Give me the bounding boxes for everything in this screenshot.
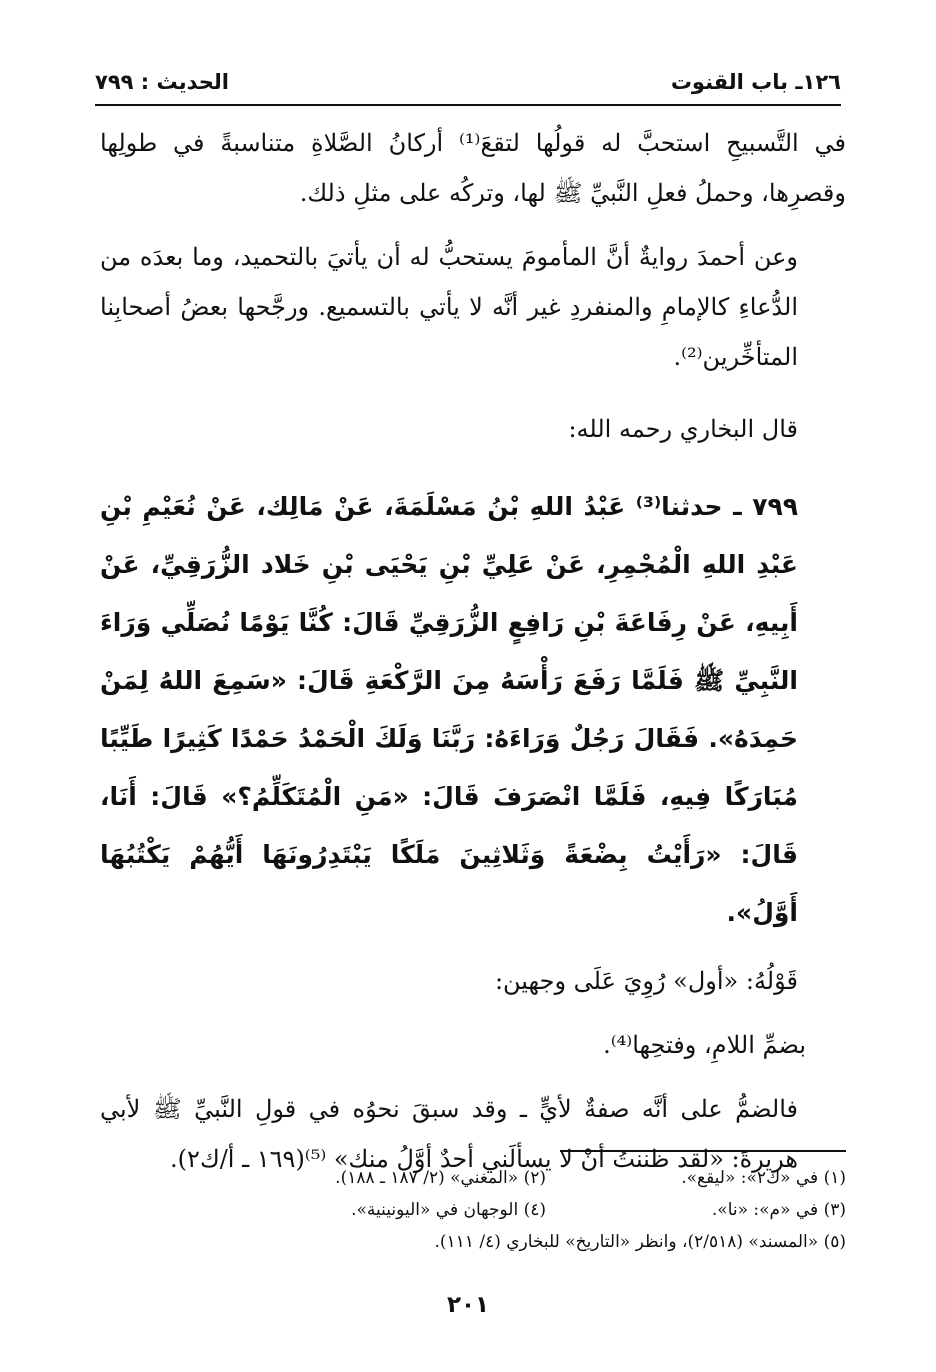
main-text: [100, 118, 846, 1184]
chapter-title: ١٢٦ـ باب القنوت: [670, 70, 841, 94]
hadith-text: ٧٩٩ ـ حدثنا⁽³⁾ عَبْدُ اللهِ بْنُ مَسْلَمَةَ، عَنْ مَالِك، عَنْ نُعَيْمِ بْنِ عَبْدِ اللهِ الْمُجْمِرِ، عَنْ عَلِيِّ بْنِ يَحْيَى بْنِ خَلاد الزُّرَقِيِّ، عَنْ أَبِيهِ، عَنْ رِفَاعَةَ بْنِ رَافِعٍ الزُّرَقِيِّ قَالَ: كُنَّا يَوْمًا نُصَلِّي وَرَاءَ النَّبِيِّ ﷺ فَلَمَّا رَفَعَ رَأْسَهُ مِنَ الرَّكْعَةِ قَالَ: «سَمِعَ اللهُ لِمَنْ حَمِدَهُ». فَقَالَ رَجُلٌ وَرَاءَهُ: رَبَّنَا وَلَكَ الْحَمْدُ حَمْدًا كَثِيرًا طَيِّبًا مُبَارَكًا فِيهِ، فَلَمَّا انْصَرَفَ قَالَ: «مَنِ الْمُتَكَلِّمُ؟» قَالَ: أَنَا، قَالَ: «رَأَيْتُ بِضْعَةً وَثَلاثِينَ مَلَكًا يَبْتَدِرُونَهَا أَيُّهُمْ يَكْتُبُهَا أَوَّلُ».: [100, 492, 798, 927]
paragraph-awwal-note: قَوْلُهُ: «أول» رُوِيَ عَلَى وجهين:: [494, 967, 798, 995]
footnote-5: (٥) «المسند» (٢/٥١٨)، وانظر «التاريخ» للبخاري (٤/ ١١١).: [434, 1232, 846, 1252]
paragraph-bukhari-intro: قال البخاري رحمه الله:: [568, 415, 798, 443]
footnote-2: (٢) «المغني» (٢/ ١٨٧ ـ ١٨٨).: [335, 1168, 546, 1188]
header-divider: [95, 104, 841, 106]
footnote-row: [100, 1194, 846, 1226]
paragraph-ahmad-narration: وعن أحمدَ روايةٌ أنَّ المأمومَ يستحبُّ له أن يأتيَ بالتحميد، وما بعدَه من الدُّعاءِ كالإمامِ والمنفردِ غير أنَّه لا يأتي بالتسميع. ورجَّحها بعضُ أصحابِنا المتأخِّرين⁽²⁾.: [100, 243, 798, 371]
footnote-3: (٣) في «م»: «نا».: [711, 1200, 846, 1220]
footnotes: [100, 1162, 846, 1258]
paragraph-damm-fath: بضمِّ اللامِ، وفتحِها⁽⁴⁾.: [603, 1031, 806, 1059]
paragraph-damm-explanation: فالضمُّ على أنَّه صفةٌ لأيٍّ ـ وقد سبقَ نحوُه في قولِ النَّبيِّ ﷺ لأبي هريرةَ: «لقد ظننتُ أنْ لا يسألَني أحدٌ أوَّلُ منك» ⁽⁵⁾(١٦٩ ـ أ/ك٢).: [100, 1095, 798, 1173]
footnote-4: (٤) الوجهان في «اليونينية».: [351, 1200, 546, 1220]
footnote-divider: [560, 1150, 846, 1152]
footnote-1: (١) في «ك٢»: «ليقع».: [681, 1168, 846, 1188]
paragraph-tasbih: في التَّسبيحِ استحبَّ له قولُها لتقعَ⁽¹⁾ أركانُ الصَّلاةِ متناسبةً في طولِها وقصرِها، وحملُ فعلِ النَّبيِّ ﷺ لها، وتركُه على مثلِ ذلك.: [100, 129, 846, 207]
running-header: [95, 62, 841, 102]
footnote-row: [100, 1162, 846, 1194]
hadith-reference: الحديث : ٧٩٩: [95, 70, 229, 94]
page-number: ٢٠١: [446, 1292, 490, 1318]
